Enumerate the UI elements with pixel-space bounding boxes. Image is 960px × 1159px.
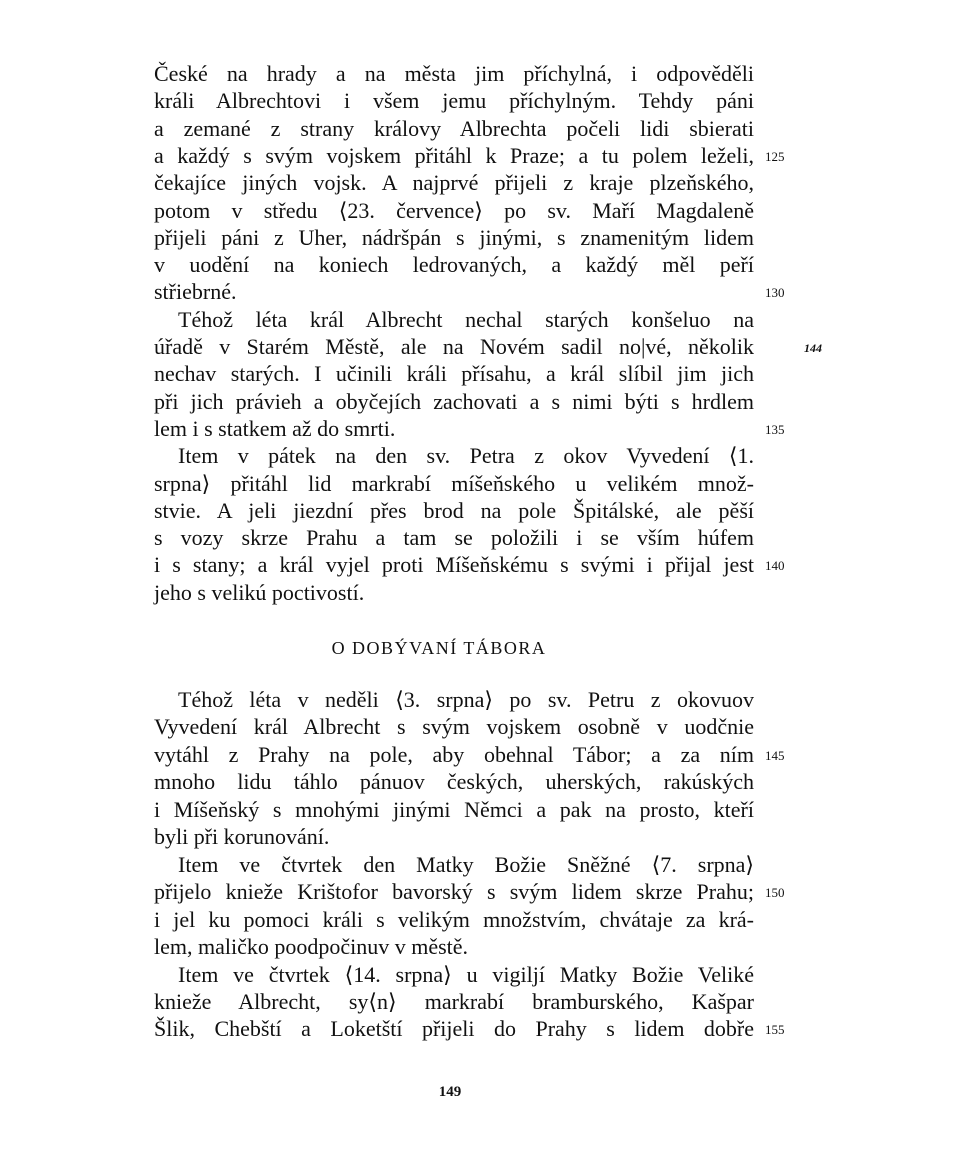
text-line: Šlik, Chebští a Loketští přijeli do Prahy s lidem dobře [154,1016,754,1042]
text-line: Item ve čtvrtek den Matky Božie Sněžné ⟨7. srpna⟩ [178,851,754,877]
manuscript-folio-note: 144 [804,341,822,355]
text-line: při jich právieh a obyčejích zachovati a s nimi býti s hrdlem [154,388,754,414]
text-line: králi Albrechtovi i všem jemu příchylným. Tehdy páni [154,88,754,114]
text-line: Téhož léta v neděli ⟨3. srpna⟩ po sv. Petru z okovuov [178,687,754,712]
text-line: přijelo knieže Krištofor bavorský s svým lidem skrze Prahu; [154,879,754,905]
text-line: Vyvedení král Albrecht s svým vojskem osobně v uodčnie [154,714,754,740]
text-line: byli při korunování. [154,824,330,850]
line-number: 155 [765,1022,785,1038]
text-line: úřadě v Starém Městě, ale na Novém sadil no|vé, několik [154,334,754,359]
text-line: s vozy skrze Prahu a tam se položili i se vším húfem [154,525,754,551]
text-line: lem i s statkem až do smrti. [154,415,396,441]
text-line: Téhož léta král Albrecht nechal starých konšeluo na [178,306,754,332]
text-line: mnoho lidu táhlo pánuov českých, uherských, rakúských [154,769,754,795]
text-line: i jel ku pomoci králi s velikým množstvím, chvátaje za krá- [154,906,754,932]
text-line: a každý s svým vojskem přitáhl k Praze; a tu polem leželi, [154,142,754,168]
line-number: 145 [765,747,785,763]
text-line: vytáhl z Prahy na pole, aby obehnal Tábor; a za ním [154,741,754,767]
text-line: České na hrady a na města jim příchylná, i odpověděli [154,61,754,86]
line-number: 130 [765,285,785,301]
text-line: přijeli páni z Uher, nádršpán s jinými, s znamenitým lidem [154,224,754,250]
line-number: 140 [765,558,785,574]
text-line: stvie. A jeli jiezdní přes brod na pole Špitálské, ale pěší [154,497,754,523]
page-number: 149 [438,1084,462,1100]
text-line: v uodění na koniech ledrovaných, a každý měl peří [154,252,754,278]
text-line: a zemané z strany královy Albrechta počeli lidi sbierati [154,115,754,141]
text-line: nechav starých. I učinili králi přísahu, a král slíbil jim jich [154,361,754,387]
text-line: jeho s velikú poctivostí. [154,579,365,605]
section-heading: O DOBÝVANÍ TÁBORA [331,638,547,658]
text-line: srpna⟩ přitáhl lid markrabí míšeňského u velikém množ- [154,470,754,496]
text-line: knieže Albrecht, sy⟨n⟩ markrabí bramburského, Kašpar [154,988,754,1014]
line-number: 125 [765,148,785,164]
text-line: potom v středu ⟨23. července⟩ po sv. Maří Magdaleně [154,197,754,223]
text-line: střiebrné. [154,279,237,305]
text-line: Item ve čtvrtek ⟨14. srpna⟩ u vigiljí Matky Božie Veliké [178,961,754,987]
text-line: i Míšeňský s mnohými jinými Němci a pak na prosto, kteří [154,796,754,822]
line-number: 135 [765,421,785,437]
text-line: Item v pátek na den sv. Petra z okov Vyvedení ⟨1. [178,443,754,469]
text-line: i s stany; a král vyjel proti Míšeňskému s svými i přijal jest [154,552,754,578]
text-line: lem, maličko poodpočinuv v městě. [154,934,469,960]
text-line: čekajíce jiných vojsk. A najprvé přijeli z kraje plzeňského, [154,170,754,196]
line-number: 150 [765,885,785,901]
